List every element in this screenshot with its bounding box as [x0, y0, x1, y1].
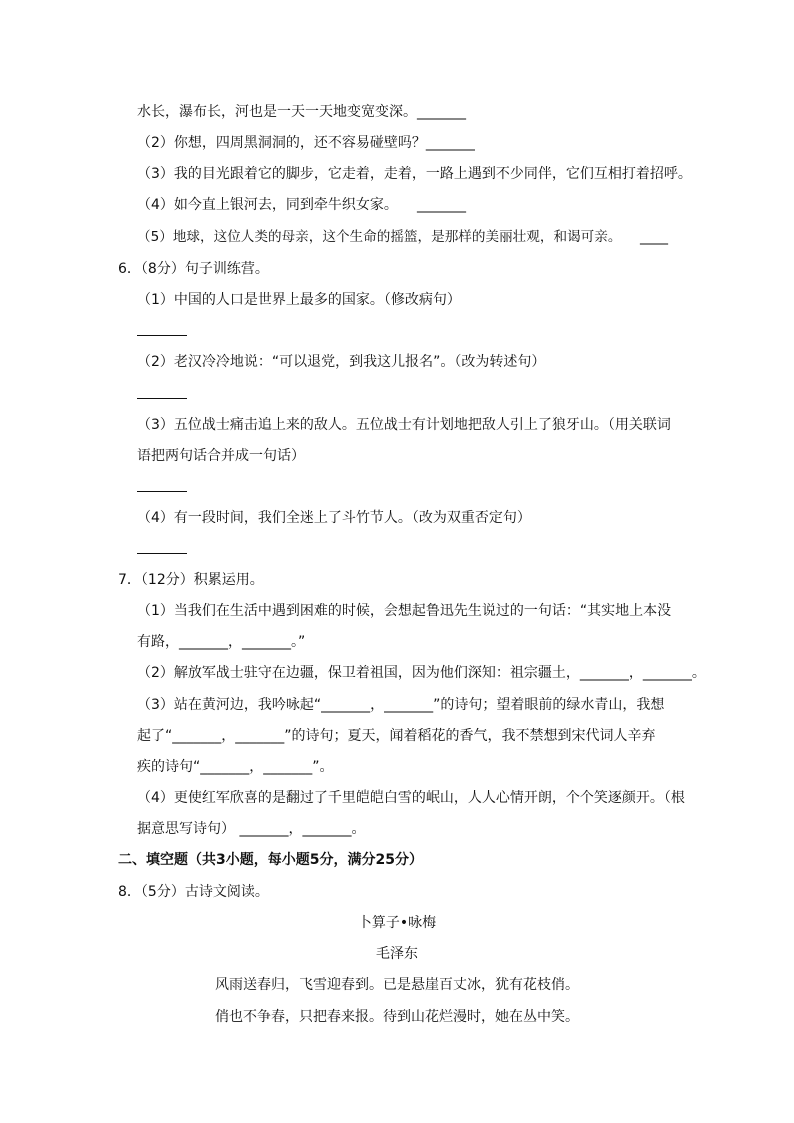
poem-line-2: 俏也不争春，只把春来报。待到山花烂漫时，她在丛中笑。 — [215, 1009, 579, 1025]
answer-blank-6-2 — [137, 398, 187, 399]
question-6-3a: （3）五位战士痛击追上来的敌人。五位战士有计划地把敌人引上了狼牙山。（用关联词 — [137, 417, 671, 433]
question-6-3b: 语把两句话合并成一句话） — [137, 448, 305, 464]
answer-line-2: （2）你想，四周黑洞洞的，还不容易碰壁吗？_______ — [137, 135, 475, 151]
poem-title: 卜算子•咏梅 — [357, 915, 437, 931]
question-7-3b: 起了“_______，_______”的诗句；夏天，闻着稻花的香气，我不禁想到宋代词人辛弃 — [137, 728, 656, 744]
answer-blank-4: _______ — [417, 197, 466, 213]
question-7-4b: 据意思写诗句） _______，_______。 — [137, 821, 366, 837]
question-6-4: （4）有一段时间，我们全迷上了斗竹节人。（改为双重否定句） — [137, 510, 531, 526]
answer-line-1: 水长，瀑布长，河也是一天一天地变宽变深。_______ — [137, 104, 466, 120]
question-7-3c: 疾的诗句“_______，_______”。 — [137, 759, 334, 775]
answer-blank-5: ____ — [640, 229, 668, 245]
question-6-1: （1）中国的人口是世界上最多的国家。（修改病句） — [137, 292, 461, 308]
question-7-title: 7．（12分）积累运用。 — [118, 572, 264, 588]
answer-line-4: （4）如今直上银河去，同到牵牛织女家。 — [137, 197, 398, 213]
answer-blank-6-3 — [137, 491, 187, 492]
answer-blank-6-1 — [137, 335, 187, 336]
question-7-2: （2）解放军战士驻守在边疆，保卫着祖国，因为他们深知：祖宗疆土，_______，_______。 — [137, 665, 706, 681]
question-7-1b: 有路，_______，_______。” — [137, 634, 306, 650]
question-6-2: （2）老汉冷冷地说：“可以退党，到我这儿报名”。（改为转述句） — [137, 354, 546, 370]
poem-line-1: 风雨送春归，飞雪迎春到。已是悬崖百丈冰，犹有花枝俏。 — [215, 977, 579, 993]
question-6-title: 6．（8分）句子训练营。 — [118, 261, 269, 277]
answer-line-3: （3）我的目光跟着它的脚步，它走着，走着，一路上遇到不少同伴，它们互相打着招呼。 — [137, 166, 692, 182]
poem-author: 毛泽东 — [376, 946, 418, 962]
question-7-4a: （4）更使红军欣喜的是翻过了千里皑皑白雪的岷山，人人心情开朗，个个笑逐颜开。（根 — [137, 790, 685, 806]
question-7-3a: （3）站在黄河边，我吟咏起“_______，_______”的诗句；望着眼前的绿水青山，我想 — [137, 697, 665, 713]
question-8-title: 8．（5分）古诗文阅读。 — [118, 884, 269, 900]
answer-line-5: （5）地球，这位人类的母亲，这个生命的摇篮，是那样的美丽壮观，和谒可亲。 — [137, 229, 622, 245]
question-7-1a: （1）当我们在生活中遇到困难的时候，会想起鲁迅先生说过的一句话：“其实地上本没 — [137, 603, 672, 619]
answer-blank-6-4 — [137, 553, 187, 554]
section-heading: 二、填空题（共3小题，每小题5分，满分25分） — [118, 852, 423, 868]
